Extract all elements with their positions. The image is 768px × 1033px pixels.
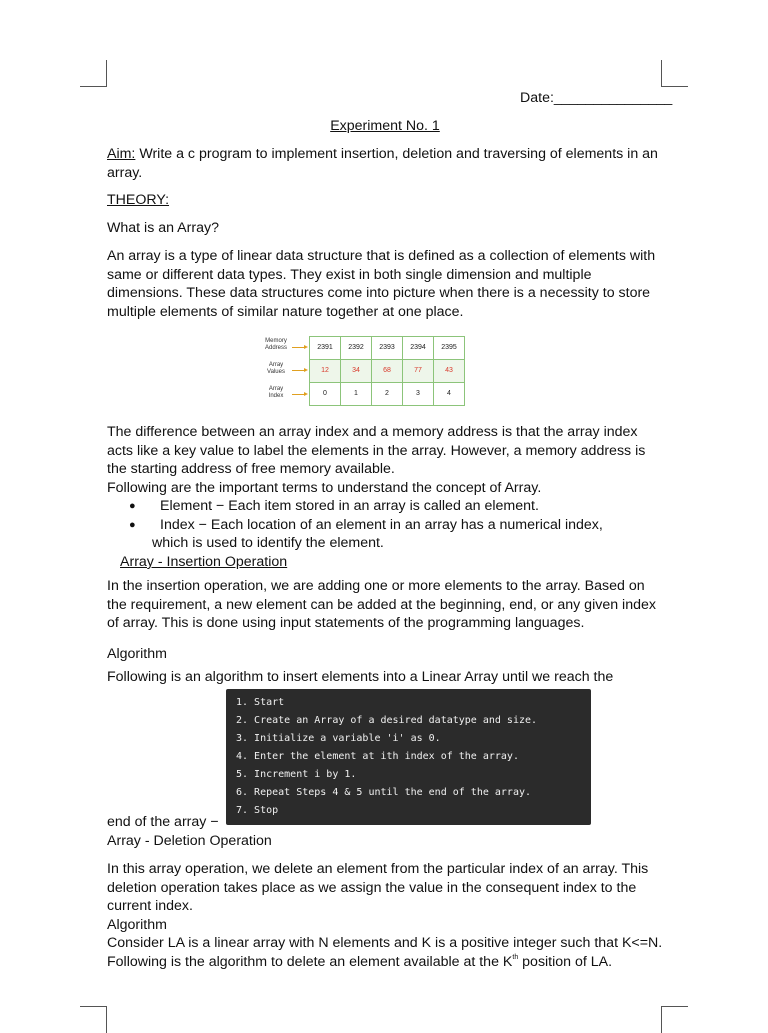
difference-section xyxy=(107,423,663,553)
page-title: Experiment No. 1 xyxy=(330,118,440,134)
value-cell: 12 xyxy=(310,360,341,383)
list-item: ● Index − Each location of an element in an array has a numerical index, which is used to identify the element. xyxy=(107,516,663,553)
address-row xyxy=(310,337,465,360)
arrow-icon xyxy=(292,370,306,371)
crop-mark-top-left xyxy=(80,60,107,87)
date-field: Date:_______________ xyxy=(520,90,673,106)
crop-mark-bottom-right xyxy=(661,1006,688,1033)
deletion-algo-paragraph: Consider LA is a linear array with N elements and K is a positive integer such that K<=N. Following is the algorithm to delete an element available at the $K^{th}$ position of LA. xyxy=(107,935,663,970)
address-cell: 2392 xyxy=(341,337,372,360)
insert-algorithm-code xyxy=(226,689,591,825)
terms-list xyxy=(107,497,663,553)
aim-paragraph xyxy=(107,145,663,182)
theory-heading: THEORY: xyxy=(107,192,170,208)
value-cell: 34 xyxy=(341,360,372,383)
code-line: 1. Start xyxy=(236,697,285,708)
values-row xyxy=(310,360,465,383)
code-line: 5. Increment i by 1. xyxy=(236,769,357,780)
index-row xyxy=(310,383,465,406)
value-cell: 77 xyxy=(403,360,434,383)
value-cell: 43 xyxy=(434,360,465,383)
address-cell: 2393 xyxy=(372,337,403,360)
code-line: 4. Enter the element at ith index of the array. xyxy=(236,751,519,762)
insert-algo-intro: Following is an algorithm to insert elements into a Linear Array until we reach the xyxy=(107,669,614,685)
index-cell: 0 xyxy=(310,383,341,406)
aim-label: Aim: xyxy=(107,146,136,162)
code-line: 3. Initialize a variable 'i' as 0. xyxy=(236,733,441,744)
insertion-paragraph: In the insertion operation, we are adding one or more elements to the array. Based on the requirement, a new element can be added at the beginning, end, or any given index of array. This is done using input statements of the programming languages. xyxy=(107,578,656,631)
deletion-section xyxy=(107,860,663,971)
row-label-memory-address: Memory Address xyxy=(264,338,287,351)
index-cell: 2 xyxy=(372,383,403,406)
aim-text: Write a c program to implement insertion, deletion and traversing of elements in an array. xyxy=(107,146,658,181)
end-of-array-text: end of the array − xyxy=(107,814,219,830)
arrow-icon xyxy=(292,347,306,348)
row-label-array-values: Array Values xyxy=(267,362,285,375)
address-cell: 2394 xyxy=(403,337,434,360)
algorithm-label: Algorithm xyxy=(107,646,167,662)
insertion-heading: Array - Insertion Operation xyxy=(120,554,288,570)
address-cell: 2391 xyxy=(310,337,341,360)
code-line: 7. Stop xyxy=(236,805,279,816)
index-cell: 4 xyxy=(434,383,465,406)
array-question: What is an Array? xyxy=(107,220,219,236)
value-cell: 68 xyxy=(372,360,403,383)
code-line: 6. Repeat Steps 4 & 5 until the end of the array. xyxy=(236,787,532,798)
code-line: 2. Create an Array of a desired datatype and size. xyxy=(236,715,538,726)
list-item: ● Element − Each item stored in an array is called an element. xyxy=(107,497,663,516)
crop-mark-bottom-left xyxy=(80,1006,107,1033)
crop-mark-top-right xyxy=(661,60,688,87)
difference-paragraph: The difference between an array index and a memory address is that the array index acts like a key value to label the elements in the array. However, a memory address is the starting address of free memory available. xyxy=(107,424,646,477)
address-cell: 2395 xyxy=(434,337,465,360)
index-cell: 3 xyxy=(403,383,434,406)
index-cell: 1 xyxy=(341,383,372,406)
deletion-heading: Array - Deletion Operation xyxy=(107,833,272,849)
intro-paragraph: An array is a type of linear data structure that is defined as a collection of elements with same or different data types. They exist in both single dimension and multiple dimensions. These data structures come into picture when there is a necessity to store multiple elements of similar nature together at one place. xyxy=(107,248,656,320)
arrow-icon xyxy=(292,394,306,395)
array-diagram xyxy=(262,335,506,410)
deletion-paragraph: In this array operation, we delete an element from the particular index of an array. This deletion operation takes place as we assign the value in the consequent index to the current index. xyxy=(107,861,649,914)
algorithm-label-2: Algorithm xyxy=(107,916,167,933)
row-label-array-index: Array Index xyxy=(268,386,284,399)
terms-intro: Following are the important terms to understand the concept of Array. xyxy=(107,479,542,496)
array-grid xyxy=(309,336,465,406)
